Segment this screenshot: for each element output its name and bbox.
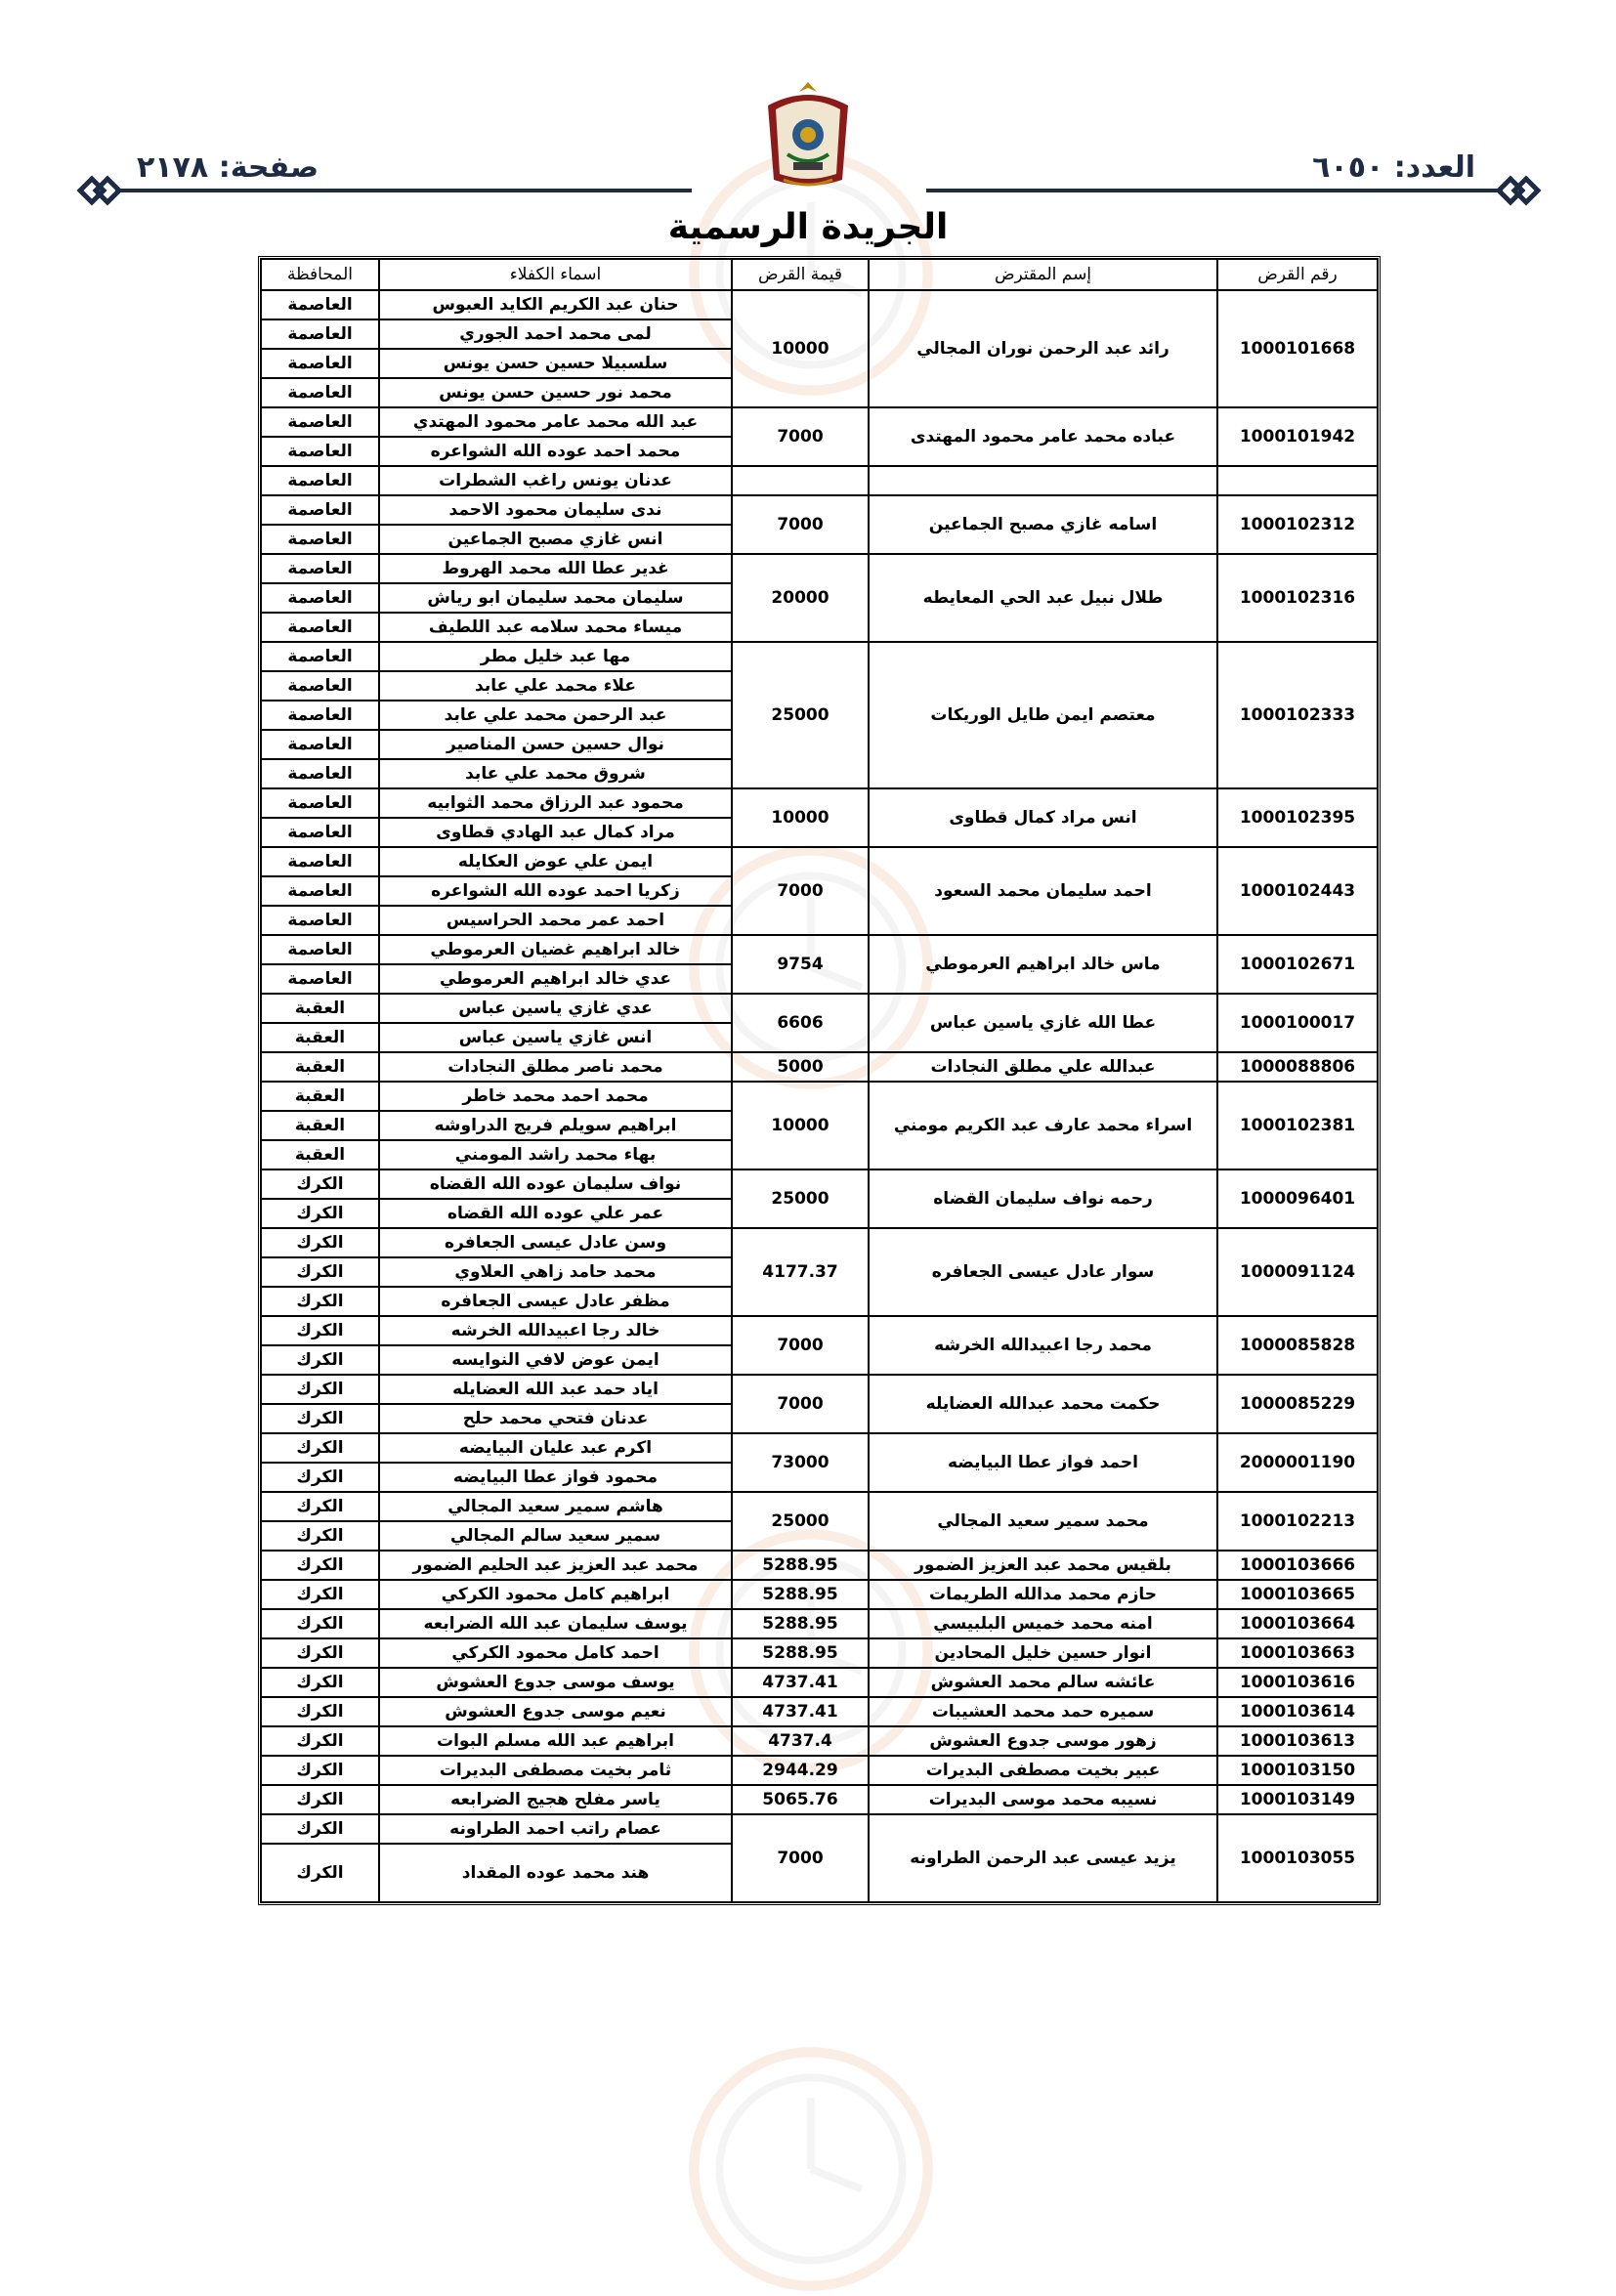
governorate-cell: العاصمة	[261, 671, 379, 701]
borrower-name-cell	[869, 466, 1217, 495]
guarantor-name-cell: علاء محمد علي عابد	[379, 671, 732, 701]
loan-amount-cell: 4737.41	[732, 1668, 869, 1697]
loan-amount-cell: 4177.37	[732, 1228, 869, 1316]
governorate-cell: العاصمة	[261, 349, 379, 378]
table-header-row	[261, 259, 1378, 290]
loan-amount-cell: 7000	[732, 847, 869, 935]
table-row	[261, 1668, 1378, 1697]
table-row	[261, 935, 1378, 964]
loan-amount-cell: 25000	[732, 642, 869, 788]
governorate-cell: العقبة	[261, 1082, 379, 1111]
governorate-cell: الكرك	[261, 1199, 379, 1228]
guarantor-name-cell: عبد الرحمن محمد علي عابد	[379, 701, 732, 730]
governorate-cell: الكرك	[261, 1668, 379, 1697]
borrower-name-cell: عبير بخيت مصطفى البديرات	[869, 1756, 1217, 1785]
guarantor-name-cell: عدي خالد ابراهيم العرموطي	[379, 964, 732, 994]
governorate-cell: العاصمة	[261, 818, 379, 847]
knot-ornament-icon	[1495, 170, 1542, 211]
loan-number-cell: 1000102316	[1217, 554, 1378, 642]
governorate-cell: الكرك	[261, 1345, 379, 1375]
loan-amount-cell: 25000	[732, 1169, 869, 1228]
loan-amount-cell: 7000	[732, 1814, 869, 1902]
guarantor-name-cell: سمير سعيد سالم المجالي	[379, 1521, 732, 1551]
guarantor-name-cell: محمد احمد عوده الله الشواعره	[379, 437, 732, 466]
borrower-name-cell: معتصم ايمن طايل الوريكات	[869, 642, 1217, 788]
governorate-cell: الكرك	[261, 1287, 379, 1316]
loan-number-cell: 1000101942	[1217, 407, 1378, 466]
table-row	[261, 1638, 1378, 1668]
header-borrower-name: إسم المقترض	[869, 259, 1217, 290]
guarantor-name-cell: يوسف موسى جدوع العشوش	[379, 1668, 732, 1697]
header-guarantors: اسماء الكفلاء	[379, 259, 732, 290]
guarantor-name-cell: ايمن عوض لافي النوايسه	[379, 1345, 732, 1375]
issue-number: العدد: ٦٠٥٠	[1312, 150, 1475, 185]
guarantor-name-cell: محمد نور حسين حسن يونس	[379, 378, 732, 407]
governorate-cell: العاصمة	[261, 378, 379, 407]
loan-amount-cell: 5288.95	[732, 1551, 869, 1580]
loan-number-cell: 1000103614	[1217, 1697, 1378, 1726]
governorate-cell: العاصمة	[261, 466, 379, 495]
guarantor-name-cell: عبد الله محمد عامر محمود المهتدي	[379, 407, 732, 437]
guarantor-name-cell: اكرم عبد عليان البيايضه	[379, 1433, 732, 1463]
borrower-name-cell: اسامه غازي مصبح الجماعين	[869, 495, 1217, 554]
loan-amount-cell	[732, 466, 869, 495]
governorate-cell: العاصمة	[261, 847, 379, 876]
guarantor-name-cell: محمد ناصر مطلق النجادات	[379, 1052, 732, 1082]
loan-amount-cell: 73000	[732, 1433, 869, 1492]
governorate-cell: العاصمة	[261, 583, 379, 613]
table-row	[261, 847, 1378, 876]
table-body	[261, 290, 1378, 1902]
loan-amount-cell: 4737.4	[732, 1726, 869, 1756]
governorate-cell: العاصمة	[261, 788, 379, 818]
table-row	[261, 1756, 1378, 1785]
governorate-cell: العاصمة	[261, 525, 379, 554]
guarantor-name-cell: لمى محمد احمد الجوري	[379, 319, 732, 349]
loan-amount-cell: 25000	[732, 1492, 869, 1551]
loan-number-cell	[1217, 466, 1378, 495]
governorate-cell: العقبة	[261, 1023, 379, 1052]
loan-amount-cell: 20000	[732, 554, 869, 642]
table-row	[261, 290, 1378, 319]
guarantor-name-cell: سليمان محمد سليمان ابو رياش	[379, 583, 732, 613]
loan-number-cell: 1000085828	[1217, 1316, 1378, 1375]
loans-table	[258, 256, 1381, 1905]
loan-number-cell: 1000103149	[1217, 1785, 1378, 1814]
guarantor-name-cell: خالد ابراهيم غضيان العرموطي	[379, 935, 732, 964]
borrower-name-cell: عطا الله غازي ياسين عباس	[869, 994, 1217, 1052]
loan-amount-cell: 2944.29	[732, 1756, 869, 1785]
governorate-cell: العاصمة	[261, 495, 379, 525]
loan-number-cell: 1000103666	[1217, 1551, 1378, 1580]
governorate-cell: العاصمة	[261, 935, 379, 964]
table-row	[261, 1082, 1378, 1111]
guarantor-name-cell: عمر علي عوده الله القضاه	[379, 1199, 732, 1228]
loan-number-cell: 1000101668	[1217, 290, 1378, 407]
guarantor-name-cell: عدي غازي ياسين عباس	[379, 994, 732, 1023]
governorate-cell: العاصمة	[261, 701, 379, 730]
jordan-coat-of-arms-icon	[760, 78, 856, 193]
table-row	[261, 1726, 1378, 1756]
header-rule-left	[115, 189, 692, 192]
guarantor-name-cell: ندى سليمان محمود الاحمد	[379, 495, 732, 525]
governorate-cell: الكرك	[261, 1814, 379, 1844]
table-row	[261, 1492, 1378, 1521]
loan-number-cell: 1000103664	[1217, 1609, 1378, 1638]
governorate-cell: الكرك	[261, 1551, 379, 1580]
governorate-cell: الكرك	[261, 1316, 379, 1345]
loan-number-cell: 1000096401	[1217, 1169, 1378, 1228]
guarantor-name-cell: يوسف سليمان عبد الله الضرابعه	[379, 1609, 732, 1638]
governorate-cell: العقبة	[261, 994, 379, 1023]
governorate-cell: العقبة	[261, 1111, 379, 1140]
loan-number-cell: 1000102333	[1217, 642, 1378, 788]
guarantor-name-cell: ابراهيم عبد الله مسلم البوات	[379, 1726, 732, 1756]
gazette-title: الجريدة الرسمية	[667, 207, 949, 247]
loan-amount-cell: 7000	[732, 407, 869, 466]
loan-number-cell: 1000102213	[1217, 1492, 1378, 1551]
guarantor-name-cell: ابراهيم سويلم فريج الدراوشه	[379, 1111, 732, 1140]
guarantor-name-cell: محمود فواز عطا البيايضه	[379, 1463, 732, 1492]
page-number: صفحة: ٢١٧٨	[137, 150, 319, 185]
borrower-name-cell: امنه محمد خميس البلبيسي	[869, 1609, 1217, 1638]
borrower-name-cell: احمد فواز عطا البيايضه	[869, 1433, 1217, 1492]
guarantor-name-cell: سلسبيلا حسين حسن يونس	[379, 349, 732, 378]
guarantor-name-cell: نواف سليمان عوده الله القضاه	[379, 1169, 732, 1199]
governorate-cell: العقبة	[261, 1052, 379, 1082]
guarantor-name-cell: مها عبد خليل مطر	[379, 642, 732, 671]
governorate-cell: الكرك	[261, 1169, 379, 1199]
borrower-name-cell: بلقيس محمد عبد العزيز الضمور	[869, 1551, 1217, 1580]
table-row	[261, 1169, 1378, 1199]
governorate-cell: العاصمة	[261, 906, 379, 935]
governorate-cell: العاصمة	[261, 319, 379, 349]
guarantor-name-cell: عدنان يونس راغب الشطرات	[379, 466, 732, 495]
guarantor-name-cell: اياد حمد عبد الله العضايله	[379, 1375, 732, 1404]
governorate-cell: العقبة	[261, 1140, 379, 1169]
guarantor-name-cell: محمود عبد الرزاق محمد الثوابيه	[379, 788, 732, 818]
loan-amount-cell: 7000	[732, 495, 869, 554]
guarantor-name-cell: حنان عبد الكريم الكايد العبوس	[379, 290, 732, 319]
governorate-cell: العاصمة	[261, 554, 379, 583]
governorate-cell: العاصمة	[261, 642, 379, 671]
borrower-name-cell: حكمت محمد عبدالله العضايله	[869, 1375, 1217, 1433]
guarantor-name-cell: محمد عبد العزيز عبد الحليم الضمور	[379, 1551, 732, 1580]
header-governorate: المحافظة	[261, 259, 379, 290]
borrower-name-cell: زهور موسى جدوع العشوش	[869, 1726, 1217, 1756]
borrower-name-cell: محمد رجا اعبيدالله الخرشه	[869, 1316, 1217, 1375]
loan-amount-cell: 5065.76	[732, 1785, 869, 1814]
table-row	[261, 1609, 1378, 1638]
loan-amount-cell: 9754	[732, 935, 869, 994]
guarantor-name-cell: وسن عادل عيسى الجعافره	[379, 1228, 732, 1257]
guarantor-name-cell: زكريا احمد عوده الله الشواعره	[379, 876, 732, 906]
loan-amount-cell: 7000	[732, 1375, 869, 1433]
governorate-cell: العاصمة	[261, 730, 379, 759]
loan-number-cell: 1000103613	[1217, 1726, 1378, 1756]
loan-number-cell: 1000102381	[1217, 1082, 1378, 1169]
loan-number-cell: 1000100017	[1217, 994, 1378, 1052]
guarantor-name-cell: محمد حامد زاهي العلاوي	[379, 1257, 732, 1287]
table-row	[261, 1551, 1378, 1580]
loan-amount-cell: 5288.95	[732, 1638, 869, 1668]
table-row	[261, 788, 1378, 818]
loan-number-cell: 1000103663	[1217, 1638, 1378, 1668]
governorate-cell: العاصمة	[261, 876, 379, 906]
guarantor-name-cell: محمد احمد محمد خاطر	[379, 1082, 732, 1111]
governorate-cell: العاصمة	[261, 964, 379, 994]
borrower-name-cell: نسيبه محمد موسى البديرات	[869, 1785, 1217, 1814]
borrower-name-cell: يزيد عيسى عبد الرحمن الطراونه	[869, 1814, 1217, 1902]
borrower-name-cell: حازم محمد مدالله الطريمات	[869, 1580, 1217, 1609]
governorate-cell: الكرك	[261, 1785, 379, 1814]
guarantor-name-cell: نعيم موسى جدوع العشوش	[379, 1697, 732, 1726]
governorate-cell: الكرك	[261, 1433, 379, 1463]
governorate-cell: العاصمة	[261, 613, 379, 642]
loan-number-cell: 1000103616	[1217, 1668, 1378, 1697]
guarantor-name-cell: انس غازي ياسين عباس	[379, 1023, 732, 1052]
borrower-name-cell: رائد عبد الرحمن نوران المجالي	[869, 290, 1217, 407]
table-row	[261, 994, 1378, 1023]
guarantor-name-cell: هند محمد عوده المقداد	[379, 1844, 732, 1902]
loan-number-cell: 1000103055	[1217, 1814, 1378, 1902]
loan-number-cell: 1000102395	[1217, 788, 1378, 847]
guarantor-name-cell: عصام راتب احمد الطراونه	[379, 1814, 732, 1844]
governorate-cell: الكرك	[261, 1844, 379, 1902]
borrower-name-cell: اسراء محمد عارف عبد الكريم مومني	[869, 1082, 1217, 1169]
guarantor-name-cell: احمد عمر محمد الحراسيس	[379, 906, 732, 935]
table-row	[261, 1785, 1378, 1814]
governorate-cell: الكرك	[261, 1257, 379, 1287]
governorate-cell: الكرك	[261, 1580, 379, 1609]
governorate-cell: الكرك	[261, 1463, 379, 1492]
guarantor-name-cell: خالد رجا اعبيدالله الخرشه	[379, 1316, 732, 1345]
guarantor-name-cell: غدير عطا الله محمد الهروط	[379, 554, 732, 583]
guarantor-name-cell: مراد كمال عبد الهادي قطاوى	[379, 818, 732, 847]
table-row	[261, 495, 1378, 525]
governorate-cell: الكرك	[261, 1492, 379, 1521]
guarantor-name-cell: بهاء محمد راشد المومني	[379, 1140, 732, 1169]
borrower-name-cell: انس مراد كمال قطاوى	[869, 788, 1217, 847]
loan-amount-cell: 6606	[732, 994, 869, 1052]
borrower-name-cell: احمد سليمان محمد السعود	[869, 847, 1217, 935]
header-rule-right	[926, 189, 1503, 192]
table-row	[261, 1580, 1378, 1609]
guarantor-name-cell: ايمن علي عوض العكايله	[379, 847, 732, 876]
guarantor-name-cell: انس غازي مصبح الجماعين	[379, 525, 732, 554]
loan-number-cell: 1000103665	[1217, 1580, 1378, 1609]
loan-number-cell: 1000085229	[1217, 1375, 1378, 1433]
governorate-cell: الكرك	[261, 1756, 379, 1785]
header-loan-number: رقم القرض	[1217, 259, 1378, 290]
governorate-cell: الكرك	[261, 1638, 379, 1668]
guarantor-name-cell: شروق محمد علي عابد	[379, 759, 732, 788]
governorate-cell: الكرك	[261, 1609, 379, 1638]
governorate-cell: الكرك	[261, 1521, 379, 1551]
table-row	[261, 1433, 1378, 1463]
governorate-cell: العاصمة	[261, 290, 379, 319]
guarantor-name-cell: نوال حسين حسن المناصير	[379, 730, 732, 759]
guarantor-name-cell: مظفر عادل عيسى الجعافره	[379, 1287, 732, 1316]
loan-number-cell: 1000088806	[1217, 1052, 1378, 1082]
loan-number-cell: 1000091124	[1217, 1228, 1378, 1316]
governorate-cell: الكرك	[261, 1375, 379, 1404]
governorate-cell: العاصمة	[261, 759, 379, 788]
borrower-name-cell: عائشه سالم محمد العشوش	[869, 1668, 1217, 1697]
loan-number-cell: 1000103150	[1217, 1756, 1378, 1785]
table-row	[261, 1375, 1378, 1404]
borrower-name-cell: انوار حسين خليل المحادين	[869, 1638, 1217, 1668]
table-row	[261, 1814, 1378, 1844]
governorate-cell: العاصمة	[261, 407, 379, 437]
table-row	[261, 1316, 1378, 1345]
borrower-name-cell: عباده محمد عامر محمود المهتدى	[869, 407, 1217, 466]
loan-number-cell: 1000102443	[1217, 847, 1378, 935]
table-row	[261, 554, 1378, 583]
borrower-name-cell: رحمه نواف سليمان القضاه	[869, 1169, 1217, 1228]
watermark-clock-logo	[684, 2042, 938, 2296]
loan-number-cell: 2000001190	[1217, 1433, 1378, 1492]
guarantor-name-cell: ياسر مفلح هجيج الضرابعه	[379, 1785, 732, 1814]
borrower-name-cell: محمد سمير سعيد المجالي	[869, 1492, 1217, 1551]
table-row	[261, 407, 1378, 437]
guarantor-name-cell: عدنان فتحي محمد حلح	[379, 1404, 732, 1433]
table-row	[261, 1052, 1378, 1082]
guarantor-name-cell: ابراهيم كامل محمود الكركي	[379, 1580, 732, 1609]
governorate-cell: العاصمة	[261, 437, 379, 466]
loan-number-cell: 1000102312	[1217, 495, 1378, 554]
table-row	[261, 642, 1378, 671]
loan-amount-cell: 5288.95	[732, 1580, 869, 1609]
governorate-cell: الكرك	[261, 1404, 379, 1433]
guarantor-name-cell: ثامر بخيت مصطفى البديرات	[379, 1756, 732, 1785]
borrower-name-cell: طلال نبيل عبد الحي المعايطه	[869, 554, 1217, 642]
loan-amount-cell: 10000	[732, 788, 869, 847]
guarantor-name-cell: احمد كامل محمود الكركي	[379, 1638, 732, 1668]
loan-amount-cell: 4737.41	[732, 1697, 869, 1726]
governorate-cell: الكرك	[261, 1697, 379, 1726]
guarantor-name-cell: هاشم سمير سعيد المجالي	[379, 1492, 732, 1521]
borrower-name-cell: عبدالله علي مطلق النجادات	[869, 1052, 1217, 1082]
loan-amount-cell: 10000	[732, 1082, 869, 1169]
borrower-name-cell: سوار عادل عيسى الجعافره	[869, 1228, 1217, 1316]
table-row	[261, 466, 1378, 495]
table-row	[261, 1697, 1378, 1726]
table-row	[261, 1228, 1378, 1257]
knot-ornament-icon	[76, 170, 123, 211]
borrower-name-cell: سميره حمد محمد العشيبات	[869, 1697, 1217, 1726]
loan-number-cell: 1000102671	[1217, 935, 1378, 994]
loan-amount-cell: 7000	[732, 1316, 869, 1375]
loan-amount-cell: 5000	[732, 1052, 869, 1082]
borrower-name-cell: ماس خالد ابراهيم العرموطي	[869, 935, 1217, 994]
governorate-cell: الكرك	[261, 1726, 379, 1756]
loan-amount-cell: 10000	[732, 290, 869, 407]
loan-amount-cell: 5288.95	[732, 1609, 869, 1638]
header-loan-amount: قيمة القرض	[732, 259, 869, 290]
governorate-cell: الكرك	[261, 1228, 379, 1257]
guarantor-name-cell: ميساء محمد سلامه عبد اللطيف	[379, 613, 732, 642]
